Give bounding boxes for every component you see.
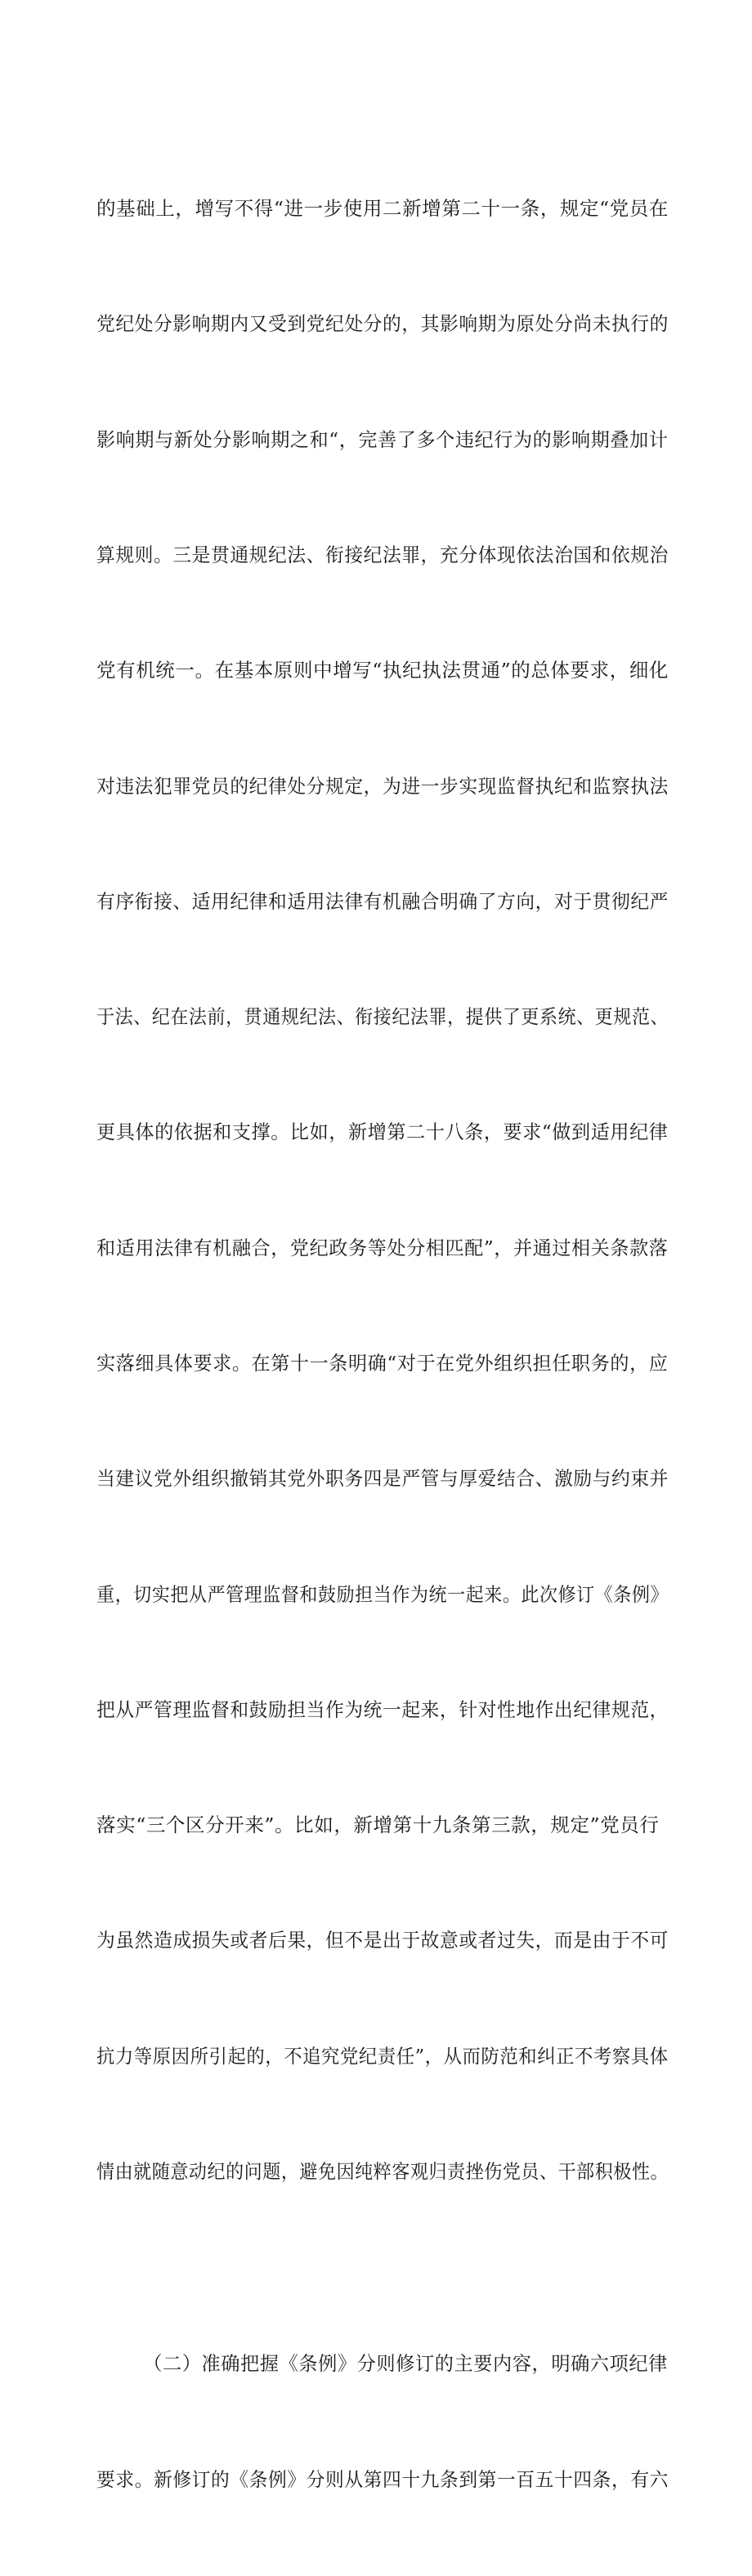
text-line: 当建议党外组织撤销其党外职务四是严管与厚爱结合、激励与约束并 [96, 1467, 669, 1491]
text-line: 抗力等原因所引起的，不追究党纪责任”，从而防范和纠正不考察具体 [96, 2044, 669, 2068]
text-line: 的基础上，增写不得“进一步使用二新增第二十一条，规定“党员在 [96, 197, 669, 221]
text-line: 把从严管理监督和鼓励担当作为统一起来，针对性地作出纪律规范， [96, 1697, 669, 1721]
document-body [96, 113, 669, 2576]
paragraph-2 [96, 2268, 669, 2576]
text-line: 有序衔接、适用纪律和适用法律有机融合明确了方向，对于贯彻纪严 [96, 889, 669, 913]
text-line: 对违法犯罪党员的纪律处分规定，为进一步实现监督执纪和监察执法 [96, 774, 669, 798]
text-line: 要求。新修订的《条例》分则从第四十九条到第一百五十四条，有六 [96, 2467, 669, 2491]
text-line: 情由就随意动纪的问题，避免因纯粹客观归责挫伤党员、干部积极性。 [96, 2159, 669, 2183]
text-line: 影响期与新处分影响期之和“，完善了多个违纪行为的影响期叠加计 [96, 427, 669, 451]
text-line: 实落细具体要求。在第十一条明确“对于在党外组织担任职务的，应 [96, 1352, 669, 1375]
text-line: 和适用法律有机融合，党纪政务等处分相匹配”，并通过相关条款落 [96, 1236, 669, 1259]
paragraph-1 [96, 113, 669, 2268]
text-line: 重，切实把从严管理监督和鼓励担当作为统一起来。此次修订《条例》 [96, 1582, 669, 1606]
text-line: 更具体的依据和支撑。比如，新增第二十八条，要求“做到适用纪律 [96, 1120, 669, 1144]
text-line: 为虽然造成损失或者后果，但不是出于故意或者过失，而是由于不可 [96, 1929, 669, 1952]
text-line: 落实“三个区分开来”。比如，新增第十九条第三款，规定”党员行 [96, 1813, 660, 1837]
text-line: 算规则。三是贯通规纪法、衔接纪法罪，充分体现依法治国和依规治 [96, 543, 669, 567]
text-line-indented: （二）准确把握《条例》分则修订的主要内容，明确六项纪律 [143, 2352, 668, 2376]
text-line: 党纪处分影响期内又受到党纪处分的，其影响期为原处分尚未执行的 [96, 312, 669, 336]
text-line: 党有机统一。在基本原则中增写“执纪执法贯通”的总体要求，细化 [96, 659, 669, 682]
text-line: 于法、纪在法前，贯通规纪法、衔接纪法罪，提供了更系统、更规范、 [96, 1005, 669, 1029]
